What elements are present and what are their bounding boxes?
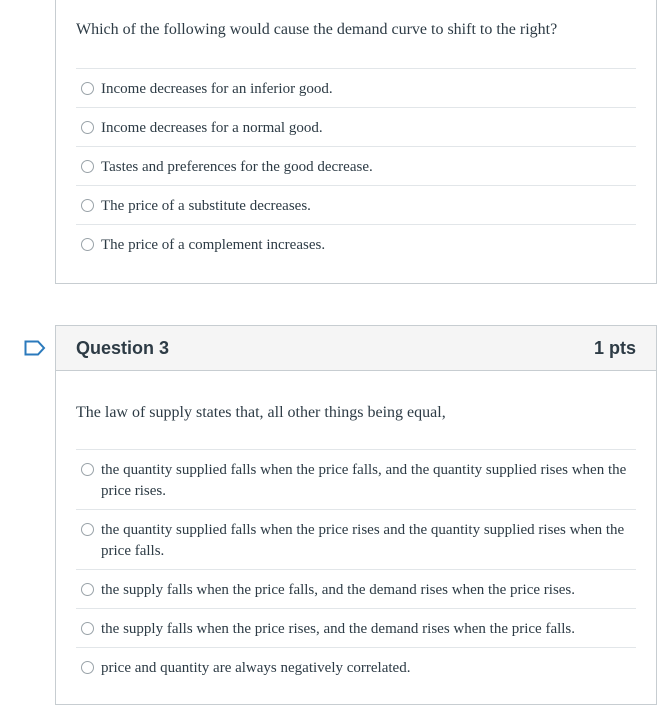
answer-label[interactable]: the supply falls when the price rises, and the demand rises when the price falls. [101, 621, 576, 637]
answer-option[interactable] [76, 146, 636, 185]
answer-label[interactable]: Income decreases for an inferior good. [101, 81, 333, 97]
answer-label[interactable]: the supply falls when the price falls, and the demand rises when the price rises. [101, 582, 576, 598]
radio-button[interactable] [81, 82, 94, 95]
radio-button[interactable] [81, 238, 94, 251]
radio-button[interactable] [81, 463, 94, 476]
question-3-card [55, 325, 657, 705]
answer-option[interactable] [76, 569, 636, 608]
answer-option[interactable] [76, 608, 636, 647]
answer-label[interactable]: Income decreases for a normal good. [101, 120, 323, 136]
answer-label[interactable]: price and quantity are always negatively correlated. [101, 660, 411, 676]
radio-button[interactable] [81, 622, 94, 635]
radio-button[interactable] [81, 121, 94, 134]
radio-button[interactable] [81, 583, 94, 596]
question-3-header [56, 326, 656, 371]
answer-option[interactable] [76, 224, 636, 263]
question-points: 1 pts [593, 337, 636, 358]
question-2-answers [76, 68, 636, 263]
question-2-text: Which of the following would cause the demand curve to shift to the right? [76, 21, 558, 38]
answer-label[interactable]: The price of a complement increases. [101, 237, 326, 253]
answer-option[interactable] [76, 185, 636, 224]
radio-button[interactable] [81, 199, 94, 212]
answer-option[interactable] [76, 68, 636, 107]
answer-option[interactable] [76, 647, 636, 686]
answer-label[interactable]: The price of a substitute decreases. [101, 198, 311, 214]
radio-button[interactable] [81, 160, 94, 173]
question-3-answers [76, 449, 636, 686]
answer-label[interactable]: Tastes and preferences for the good decrease. [101, 159, 373, 175]
answer-label[interactable]: the quantity supplied falls when the price falls, and the quantity supplied rises when the price rises. [101, 462, 627, 499]
bookmark-icon[interactable] [24, 340, 46, 356]
question-3-text: The law of supply states that, all other things being equal, [76, 404, 446, 421]
radio-button[interactable] [81, 523, 94, 536]
answer-option[interactable] [76, 449, 636, 509]
answer-option[interactable] [76, 509, 636, 569]
answer-label[interactable]: the quantity supplied falls when the price rises and the quantity supplied rises when the price falls. [101, 522, 625, 559]
answer-option[interactable] [76, 107, 636, 146]
question-title: Question 3 [76, 337, 170, 358]
radio-button[interactable] [81, 661, 94, 674]
question-2-card [55, 0, 657, 284]
